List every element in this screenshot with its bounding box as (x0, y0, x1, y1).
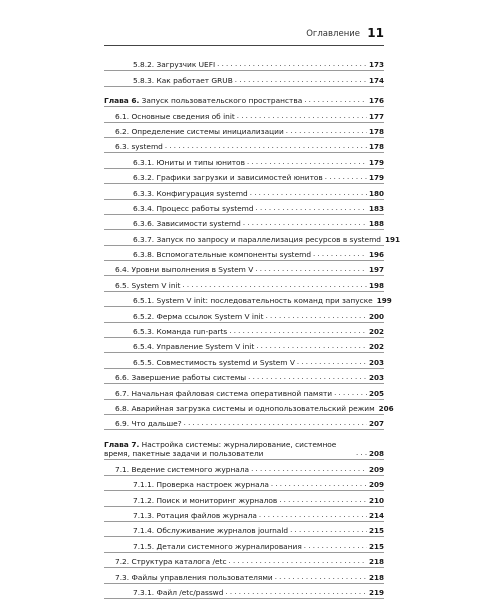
toc-entry-title (133, 204, 254, 213)
toc-entry-page: 214 (368, 510, 384, 520)
toc-entry-text: 6.3.1. Юниты и типы юнитов (133, 157, 245, 167)
table-of-contents (104, 56, 400, 599)
dot-leader (334, 389, 367, 398)
toc-entry-title (133, 342, 254, 351)
toc-entry[interactable] (104, 568, 384, 583)
toc-entry-text: 7.1.2. Поиск и мониторинг журналов (133, 495, 278, 505)
toc-entry-title (115, 389, 332, 398)
toc-entry-text: 6.5.4. Управление System V init (133, 342, 255, 352)
dot-leader (356, 449, 367, 458)
toc-entry-page: 191 (384, 234, 400, 244)
toc-entry-page: 177 (368, 111, 384, 121)
toc-entry-page: 218 (368, 557, 384, 567)
page-header (104, 26, 384, 46)
toc-chapter-entry[interactable] (104, 92, 384, 107)
toc-entry[interactable] (104, 400, 394, 415)
toc-entry[interactable] (104, 491, 384, 506)
toc-chapter-entry[interactable] (104, 435, 384, 460)
toc-entry-text: 6.5.2. Ферма ссылок System V init (133, 311, 264, 321)
toc-entry-page: 179 (368, 157, 384, 167)
toc-entry[interactable] (104, 384, 384, 399)
dot-leader (279, 496, 367, 505)
toc-entry[interactable] (104, 200, 384, 215)
toc-entry-page: 219 (368, 587, 384, 597)
dot-leader (290, 526, 367, 535)
toc-entry-page: 200 (368, 311, 384, 321)
toc-entry-title (133, 358, 295, 367)
toc-entry[interactable] (104, 323, 384, 338)
toc-entry-text: Запуск пользовательского пространства (139, 96, 303, 106)
toc-entry-page: 173 (368, 60, 384, 70)
toc-entry-page: 197 (368, 265, 384, 275)
dot-leader (250, 189, 367, 198)
toc-entry-text: 7.1. Ведение системного журнала (115, 464, 250, 474)
toc-entry[interactable] (104, 230, 400, 245)
dot-leader (237, 112, 367, 121)
toc-entry-title (115, 142, 163, 151)
toc-entry-page: 199 (376, 296, 392, 306)
toc-entry-page: 180 (368, 188, 384, 198)
toc-entry-text: 6.5. System V init (115, 280, 181, 290)
toc-entry-text: 7.2. Структура каталога /etc (115, 557, 227, 567)
toc-entry[interactable] (104, 123, 384, 138)
toc-entry-text: 6.1. Основные сведения об init (115, 111, 235, 121)
toc-entry[interactable] (104, 56, 384, 71)
dot-leader (248, 373, 367, 382)
toc-entry-page: 205 (368, 388, 384, 398)
toc-entry-page: 183 (368, 203, 384, 213)
toc-entry-page: 207 (368, 419, 384, 429)
toc-entry-page: 178 (368, 142, 384, 152)
toc-entry-text: 6.8. Аварийная загрузка системы и однопользовательский режим (115, 403, 375, 413)
toc-entry-text: 6.6. Завершение работы системы (115, 373, 247, 383)
toc-entry-page: 202 (368, 327, 384, 337)
toc-entry-page: 179 (368, 173, 384, 183)
dot-leader (325, 173, 367, 182)
toc-entry-page: 178 (368, 126, 384, 136)
toc-entry-title (115, 265, 253, 274)
toc-entry[interactable] (104, 338, 384, 353)
toc-entry-page: 208 (368, 449, 384, 459)
toc-entry-page: 196 (368, 250, 384, 260)
toc-entry-title (133, 480, 269, 489)
dot-leader (271, 480, 367, 489)
toc-entry[interactable] (104, 276, 384, 291)
dot-leader (165, 142, 367, 151)
toc-entry-text: 6.3.4. Процесс работы systemd (133, 203, 254, 213)
toc-entry-page: 206 (378, 403, 394, 413)
toc-entry[interactable] (104, 537, 384, 552)
dot-leader (255, 265, 367, 274)
dot-leader (304, 96, 367, 105)
toc-entry[interactable] (104, 507, 384, 522)
toc-entry-page: 174 (368, 75, 384, 85)
toc-entry-title (115, 112, 235, 121)
toc-entry-title (115, 573, 273, 582)
toc-entry-text: 7.3. Файлы управления пользователями (115, 572, 273, 582)
toc-entry-page: 210 (368, 495, 384, 505)
dot-leader (313, 250, 367, 259)
toc-entry-title (104, 96, 302, 105)
dot-leader (297, 358, 367, 367)
toc-entry-title (115, 127, 284, 136)
toc-entry-text: 7.1.1. Проверка настроек журнала (133, 480, 269, 490)
toc-entry-text: 5.8.2. Загрузчик UEFI (133, 60, 216, 70)
dot-leader (251, 465, 367, 474)
toc-entry-page: 218 (368, 572, 384, 582)
toc-entry-text: 6.4. Уровни выполнения в System V (115, 265, 254, 275)
toc-entry-text: 6.3.2. Графики загрузки и зависимостей юнитов (133, 173, 323, 183)
dot-leader (286, 127, 367, 136)
toc-entry-title (133, 296, 373, 305)
toc-entry-page: 209 (368, 464, 384, 474)
dot-leader (225, 588, 367, 597)
header-rule (104, 45, 384, 46)
dot-leader (256, 342, 367, 351)
toc-entry-page: 188 (368, 219, 384, 229)
dot-leader (229, 327, 367, 336)
toc-entry[interactable] (104, 522, 384, 537)
toc-entry-title (133, 312, 264, 321)
toc-entry-text: 6.3. systemd (115, 142, 163, 152)
chapter-label: Глава 7. (104, 440, 140, 450)
toc-entry[interactable] (104, 307, 384, 322)
dot-leader (256, 204, 367, 213)
toc-entry-page: 202 (368, 342, 384, 352)
toc-entry-title (115, 281, 180, 290)
toc-entry-title (133, 542, 302, 551)
toc-entry-title (133, 588, 223, 597)
toc-entry[interactable] (104, 584, 384, 599)
toc-entry-page: 215 (368, 526, 384, 536)
toc-entry-title (133, 158, 245, 167)
toc-entry[interactable] (104, 261, 384, 276)
dot-leader (259, 511, 367, 520)
page-number: 11 (367, 26, 384, 40)
toc-entry-page: 209 (368, 480, 384, 490)
dot-leader (229, 557, 367, 566)
toc-entry[interactable] (104, 153, 384, 168)
dot-leader (235, 76, 367, 85)
toc-entry-page: 198 (368, 280, 384, 290)
toc-entry-page: 203 (368, 357, 384, 367)
toc-entry-text: 6.3.7. Запуск по запросу и параллелизация ресурсов в systemd (133, 234, 381, 244)
toc-entry-title (104, 440, 354, 458)
toc-entry-page: 176 (368, 96, 384, 106)
toc-entry[interactable] (104, 138, 384, 153)
toc-entry[interactable] (104, 460, 384, 475)
toc-entry-page: 203 (368, 373, 384, 383)
toc-entry-title (133, 219, 241, 228)
toc-entry[interactable] (104, 553, 384, 568)
dot-leader (184, 419, 367, 428)
dot-leader (275, 573, 367, 582)
toc-entry-title (115, 557, 227, 566)
toc-entry-title (115, 404, 375, 413)
toc-entry-title (115, 465, 249, 474)
toc-entry-title (133, 76, 233, 85)
toc-entry[interactable] (104, 184, 384, 199)
toc-entry-text: 6.5.3. Команда run-parts (133, 327, 228, 337)
toc-entry[interactable] (104, 476, 384, 491)
toc-entry[interactable] (104, 246, 384, 261)
dot-leader (304, 542, 367, 551)
toc-entry[interactable] (104, 107, 384, 122)
dot-leader (247, 158, 367, 167)
toc-entry-title (133, 189, 248, 198)
dot-leader (243, 219, 367, 228)
toc-entry[interactable] (104, 292, 392, 307)
toc-entry-page: 215 (368, 541, 384, 551)
toc-entry-title (133, 327, 227, 336)
toc-entry-text: 7.1.4. Обслуживание журналов journald (133, 526, 289, 536)
toc-entry-title (133, 235, 381, 244)
toc-entry-text: 6.3.8. Вспомогательные компоненты systemd (133, 250, 312, 260)
toc-entry-text: 6.3.3. Конфигурация systemd (133, 188, 248, 198)
toc-entry-text: 6.2. Определение системы инициализации (115, 126, 284, 136)
toc-entry-text: 7.3.1. Файл /etc/passwd (133, 587, 224, 597)
toc-entry-text: 6.9. Что дальше? (115, 419, 182, 429)
toc-entry-text: 7.1.3. Ротация файлов журнала (133, 510, 257, 520)
toc-entry-title (115, 419, 182, 428)
toc-entry[interactable] (104, 353, 384, 368)
dot-leader (266, 312, 367, 321)
toc-entry[interactable] (104, 215, 384, 230)
toc-entry-title (133, 511, 257, 520)
dot-leader (217, 60, 367, 69)
chapter-label: Глава 6. (104, 96, 140, 106)
toc-entry-text: 5.8.3. Как работает GRUB (133, 75, 233, 85)
dot-leader (182, 281, 367, 290)
toc-entry[interactable] (104, 169, 384, 184)
toc-entry[interactable] (104, 369, 384, 384)
toc-entry-title (133, 250, 311, 259)
toc-entry-title (115, 373, 246, 382)
toc-entry[interactable] (104, 71, 384, 86)
toc-entry-title (133, 173, 323, 182)
toc-entry-text: Настройка системы: журналирование, системное время, пакетные задачи и пользователи (104, 440, 337, 459)
toc-entry-title (133, 60, 215, 69)
toc-entry-text: 7.1.5. Детали системного журналирования (133, 541, 302, 551)
toc-entry-text: 6.5.5. Совместимость systemd и System V (133, 357, 295, 367)
toc-entry[interactable] (104, 415, 384, 430)
toc-entry-title (133, 496, 277, 505)
toc-entry-text: 6.7. Начальная файловая система оперативной памяти (115, 388, 333, 398)
running-header-section: Оглавление (306, 29, 360, 39)
toc-entry-title (133, 526, 288, 535)
toc-entry-text: 6.3.6. Зависимости systemd (133, 219, 241, 229)
toc-entry-text: 6.5.1. System V init: последовательность команд при запуске (133, 296, 373, 306)
